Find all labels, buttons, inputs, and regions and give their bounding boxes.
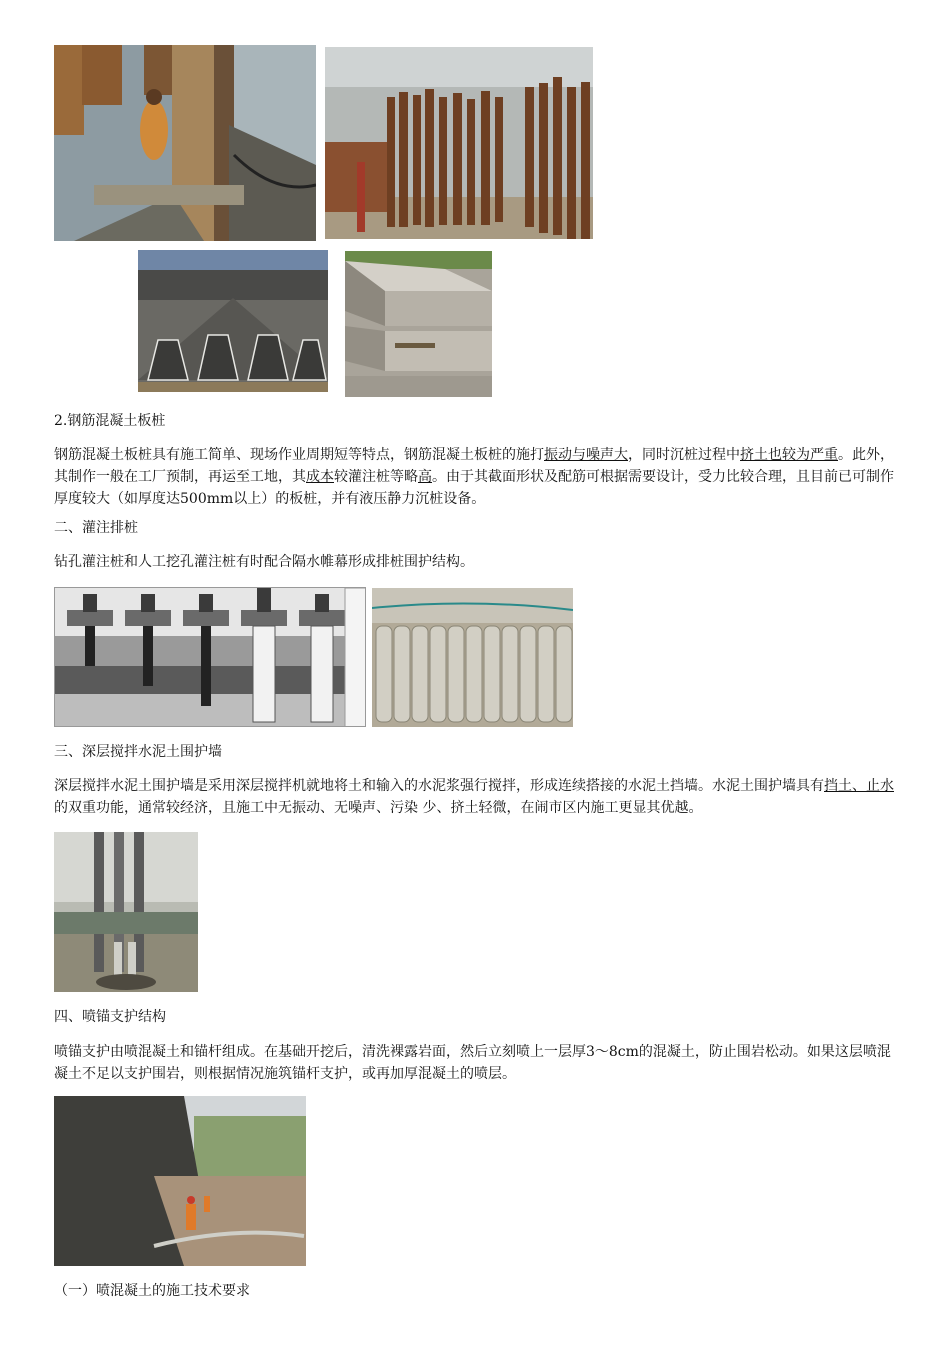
heading-shotcrete-requirements: （一）喷混凝土的施工技术要求 (54, 1283, 250, 1299)
underlined-term: 高 (418, 469, 432, 485)
text-segment: 。此外，其制作一般在工厂预制，再运至工地，其 (54, 447, 894, 485)
heading-bored-pile-row: 二、灌注排桩 (54, 520, 138, 536)
text-segment: ，同时沉桩过程中 (628, 447, 740, 463)
text-segment: 钢筋混凝土板桩具有施工简单、现场作业周期短等特点，钢筋混凝土板桩的施打 (54, 447, 544, 463)
paragraph-rc-sheet-pile (54, 444, 900, 510)
text-segment: 的双重功能，通常较经济，且施工中无振动、无噪声、污染 少、挤土轻微，在闹市区内施工更显其优越。 (54, 800, 703, 816)
photo-bored-pile-wall (372, 588, 573, 727)
heading-rc-sheet-pile: 2.钢筋混凝土板桩 (54, 413, 166, 429)
text-segment: 深层搅拌水泥土围护墙是采用深层搅拌机就地将土和输入的水泥浆强行搅拌，形成连续搭接的水泥土挡墙。水泥土围护墙具有 (54, 778, 824, 794)
underlined-term: 振动与噪声大 (544, 447, 628, 463)
paragraph-bored-pile-row: 钻孔灌注桩和人工挖孔灌注桩有时配合隔水帷幕形成排桩围护结构。 (54, 554, 474, 570)
underlined-term: 挤土也较为严重 (740, 447, 838, 463)
photo-steel-sheet-piles-water (325, 47, 593, 239)
underlined-term: 成本 (306, 469, 334, 485)
heading-shotcrete-anchor: 四、喷锚支护结构 (54, 1009, 166, 1025)
photo-precast-concrete-piles (345, 251, 492, 397)
text-segment: 。由于其截面形状及配筋可根据需要设计，受力比较合理，且目前已可制作厚度较大（如厚度达500mm以上）的板桩，并有液压静力沉桩设备。 (54, 469, 894, 507)
text-segment: 较灌注桩等略 (334, 469, 418, 485)
underlined-term: 挡土、止水 (824, 778, 894, 794)
photo-stacked-steel-sheet-piles (138, 250, 328, 392)
photo-cofferdam-worker (54, 45, 316, 241)
photo-shotcrete-slope (54, 1096, 306, 1266)
heading-deep-mixing-wall: 三、深层搅拌水泥土围护墙 (54, 744, 222, 760)
diagram-bored-pile-sequence (54, 587, 366, 727)
photo-deep-mixing-rig (54, 832, 198, 992)
paragraph-shotcrete-anchor: 喷锚支护由喷混凝土和锚杆组成。在基础开挖后，清洗裸露岩面，然后立刻喷上一层厚3～8cm的混凝土，防止围岩松动。如果这层喷混凝土不足以支护围岩，则根据情况施筑锚杆支护，或再加厚混凝土的喷层。 (54, 1044, 891, 1082)
paragraph-deep-mixing-wall (54, 775, 900, 819)
